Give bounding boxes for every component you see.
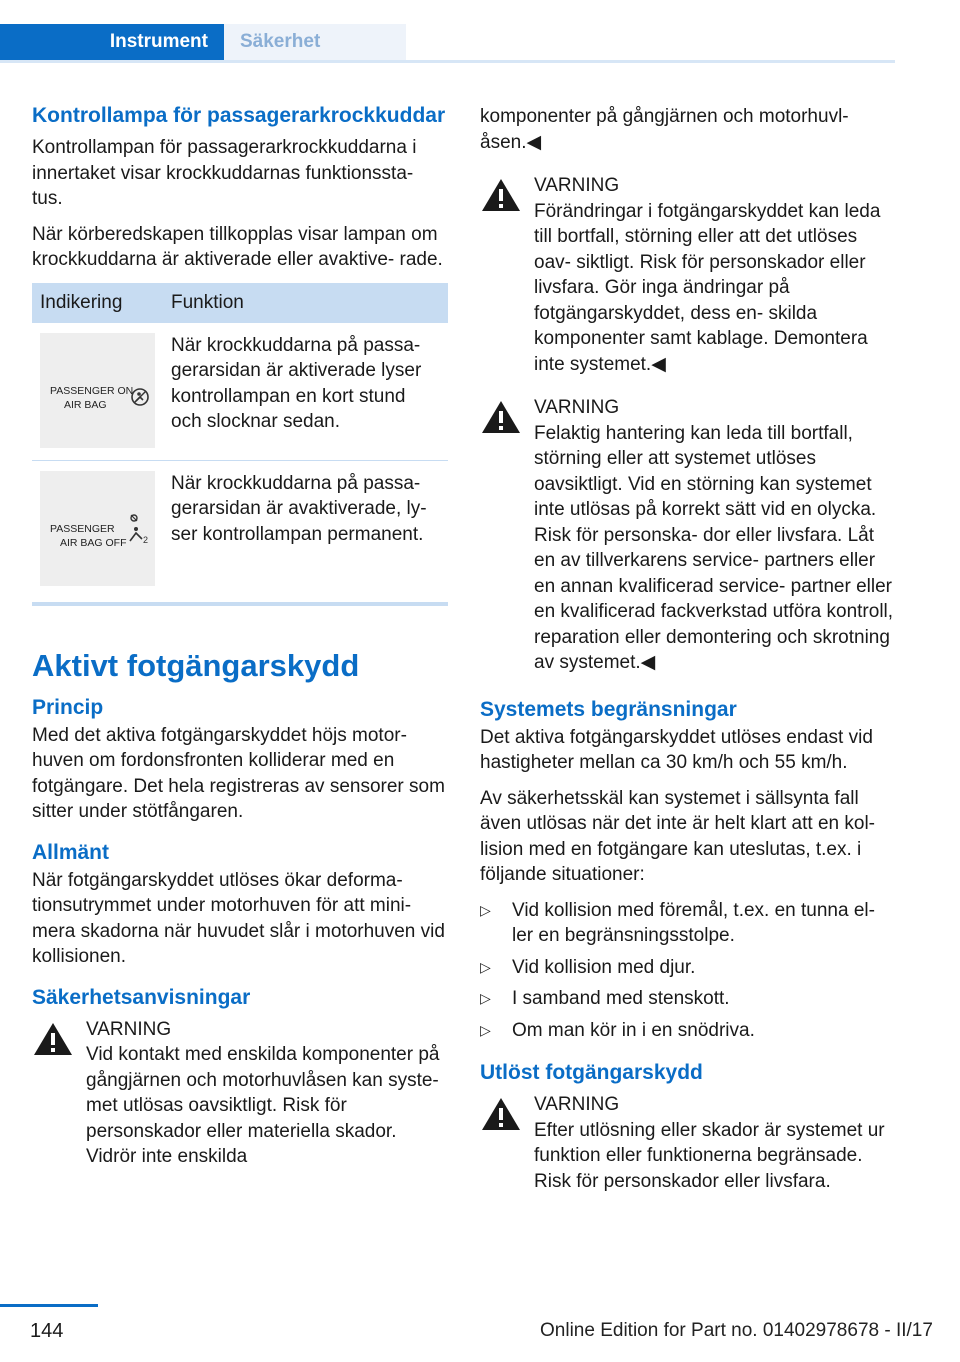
paragraph: Med det aktiva fotgängarskyddet höjs motor- huven om fordonsfronten kolliderar med en fotgängare. Det hela registreras av sensorer som sitter under stötfångaren. bbox=[32, 724, 445, 822]
passenger-airbag-off-indicator-image bbox=[40, 471, 155, 586]
paragraph: Av säkerhetsskäl kan systemet i sällsynta fall även utlösas när det inte är helt klart att en kol- lision med en fotgängare kan uteslutas, t.ex. i följande situationer: bbox=[480, 787, 875, 885]
paragraph: När körberedskapen tillkopplas visar lampan om krockkuddarna är aktiverade eller avaktive- rade. bbox=[32, 223, 443, 270]
bullet-triangle-icon: ▷ bbox=[480, 1021, 491, 1038]
subsection-title-utlost-fotgangarskydd: Utlöst fotgängarskydd bbox=[480, 1061, 703, 1084]
indicator-table bbox=[32, 283, 448, 598]
subsection-title-sakerhetsanvisningar: Säkerhetsanvisningar bbox=[32, 985, 251, 1009]
right-column bbox=[480, 104, 896, 1204]
svg-text:2: 2 bbox=[143, 534, 149, 545]
limitations-list bbox=[480, 898, 896, 1044]
warning-block bbox=[480, 1092, 896, 1194]
warning-triangle-icon bbox=[480, 399, 522, 435]
tab-instrument[interactable]: Instrument bbox=[0, 24, 224, 60]
warning-text: Efter utlösning eller skador är systemet ur funktion eller funktionerna begränsade. Risk för personskador eller livsfara. bbox=[534, 1119, 885, 1192]
paragraph: Det aktiva fotgängarskyddet utlöses endast vid hastigheter mellan ca 30 km/h och 55 km/h. bbox=[480, 726, 873, 773]
footer-accent-line bbox=[0, 1304, 98, 1307]
warning-block bbox=[32, 1017, 448, 1170]
list-item-text: Om man kör in i en snödriva. bbox=[512, 1019, 755, 1041]
list-item-text: I samband med stenskott. bbox=[512, 988, 730, 1009]
warning-block bbox=[480, 395, 896, 676]
table-header-indikering: Indikering bbox=[32, 283, 163, 323]
paragraph: komponenter på gångjärnen och motorhuvl- åsen.◀ bbox=[480, 106, 849, 153]
warning-title: VARNING bbox=[86, 1018, 172, 1040]
edition-note: Online Edition for Part no. 01402978678 - II/17 bbox=[540, 1320, 933, 1341]
left-column bbox=[32, 104, 448, 1180]
airbag-icon bbox=[130, 387, 150, 407]
warning-text: Felaktig hantering kan leda till bortfall, störning eller att systemet utlöses oavsiktligt. Vid en störning kan systemet inte utlösas på korrekt sätt vid en olycka. Risk för personska- dor eller livsfara. Låt en av tillverkarens service- partners eller en annan kvalificerad service- partner eller en kvalificerad fackverkstad utföra kontroll, reparation eller demontering och skrotning av systemet.◀ bbox=[534, 422, 894, 673]
table-header-funktion: Funktion bbox=[163, 283, 448, 323]
indicator-label: AIR BAG OFF bbox=[60, 536, 127, 549]
airbag-off-icon bbox=[126, 513, 150, 545]
warning-text bbox=[86, 1042, 448, 1170]
table-row bbox=[32, 460, 448, 598]
section-title-aktivt-fotgangarskydd: Aktivt fotgängarskydd bbox=[32, 647, 360, 683]
bullet-triangle-icon: ▷ bbox=[480, 958, 491, 975]
tab-sakerhet[interactable]: Säkerhet bbox=[224, 24, 406, 60]
warning-text-content: Vid kontakt med enskilda komponenter på gångjärnen och motorhuvlåsen kan syste- met utlösas oavsiktligt. Risk för personskador eller materiella skador. Vidrör inte enskilda bbox=[86, 1044, 440, 1167]
table-row bbox=[32, 323, 448, 461]
bullet-triangle-icon: ▷ bbox=[480, 901, 491, 918]
header-divider bbox=[0, 60, 895, 63]
list-item bbox=[480, 986, 896, 1012]
list-item bbox=[480, 955, 896, 981]
warning-triangle-icon bbox=[480, 1096, 522, 1132]
header-tabs bbox=[0, 24, 406, 60]
list-item-text: Vid kollision med föremål, t.ex. en tunna el- ler en begränsningsstolpe. bbox=[512, 899, 875, 946]
warning-title: VARNING bbox=[534, 1094, 620, 1115]
bullet-triangle-icon: ▷ bbox=[480, 990, 491, 1006]
paragraph: Kontrollampan för passagerarkrockkuddarna i innertaket visar krockkuddarnas funktionssta- tus. bbox=[32, 137, 417, 209]
list-item bbox=[480, 898, 896, 949]
indicator-label: PASSENGER ON bbox=[50, 384, 134, 397]
warning-triangle-icon bbox=[480, 177, 522, 213]
paragraph: När fotgängarskyddet utlöses ökar deforma- tionsutrymmet under motorhuven för att mini- mera skadorna när huvudet slår i motorhuven vid kollisionen. bbox=[32, 869, 445, 967]
subsection-title-allmant: Allmänt bbox=[32, 840, 110, 864]
section-title-kontrollampa: Kontrollampa för passagerarkrockkuddar bbox=[32, 104, 446, 127]
warning-title: VARNING bbox=[534, 397, 620, 418]
passenger-airbag-on-indicator-image bbox=[40, 333, 155, 448]
table-cell-function: När krockkuddarna på passa- gerarsidan är aktiverade lyser kontrollampan en kort stund och slocknar sedan. bbox=[163, 323, 448, 461]
page-number: 144 bbox=[30, 1320, 64, 1342]
subsection-title-begransningar: Systemets begränsningar bbox=[480, 697, 737, 721]
warning-block bbox=[480, 173, 896, 377]
subsection-title-princip: Princip bbox=[32, 695, 104, 719]
list-item bbox=[480, 1018, 896, 1044]
indicator-label: AIR BAG bbox=[64, 398, 107, 411]
warning-triangle-icon bbox=[32, 1021, 74, 1057]
indicator-label: PASSENGER bbox=[50, 522, 115, 535]
list-item-text: Vid kollision med djur. bbox=[512, 956, 696, 978]
table-cell-function: När krockkuddarna på passa- gerarsidan är avaktiverade, ly- ser kontrollampan permanent. bbox=[171, 472, 427, 545]
warning-title: VARNING bbox=[534, 175, 620, 196]
warning-text: Förändringar i fotgängarskyddet kan leda till bortfall, störning eller att det utlöses oav- siktligt. Risk för personskador eller livsfara. Gör inga ändringar på fotgängarskyddet, dess en- skilda komponenter samt kablage. Demontera inte systemet.◀ bbox=[534, 200, 881, 375]
